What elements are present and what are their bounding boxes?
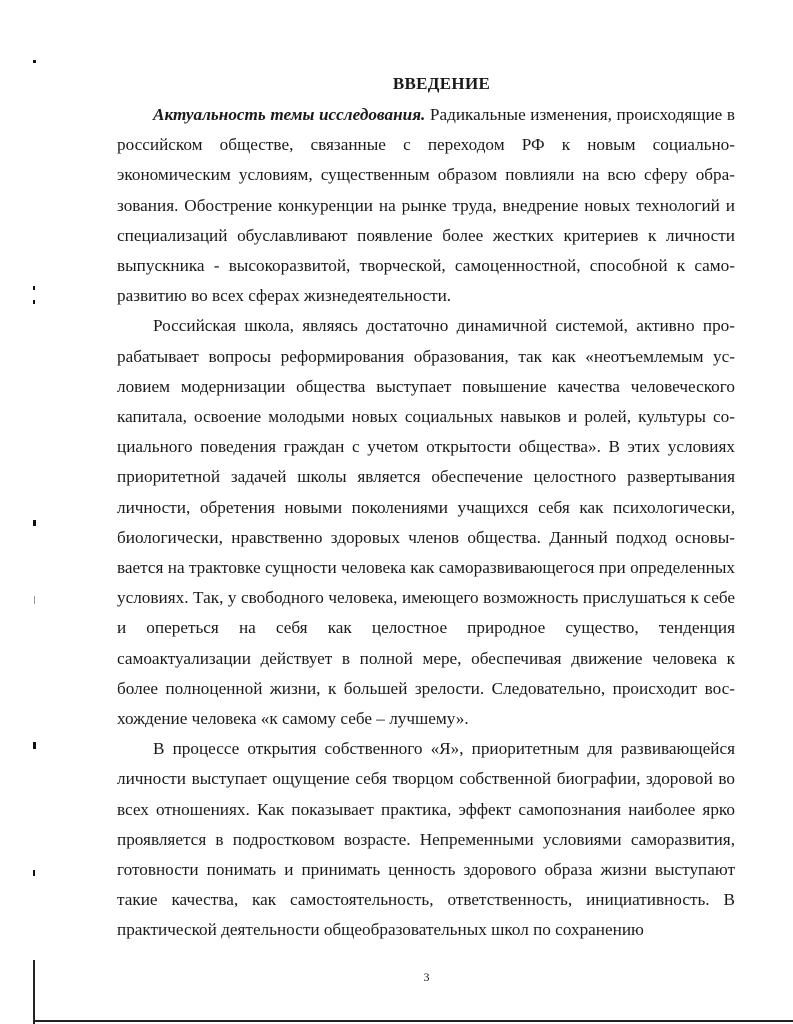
paragraph-self-discovery bbox=[117, 734, 735, 945]
section-heading: ВВЕДЕНИЕ bbox=[392, 74, 491, 93]
paragraph-text: Радикальные изменения, происходящие в российском обществе, связанные с переходом РФ к новым социально-экономическим условиям, существенным образом повлияли на всю сферу образования. Обострение конкуренции на рынке труда, внедрение новых технологий и специализаций обуславливают появление более жестких критериев к личности выпускника - высокоразвитой, творческой, самоценностной, способной к саморазвитию во всех сферах жизнедеятельности. bbox=[117, 105, 735, 306]
scan-edge-bottom bbox=[33, 1020, 793, 1022]
paragraph-text: В процессе открытия собственного «Я», приоритетным для развивающейся личности выступает ощущение себя творцом собственной биографии, здоровой во всех отношениях. Как показывает практика, эффект самопознания наиболее ярко проявляется в подростковом возрасте. Непременными условиями саморазвития, готовности понимать и принимать ценность здорового образа жизни выступают такие качества, как самостоятельность, ответственность, инициативность. В практической деятельности общеобразовательных школ по сохранению bbox=[117, 739, 735, 940]
scan-speck bbox=[33, 870, 35, 876]
scan-speck bbox=[34, 596, 35, 604]
scan-speck bbox=[33, 60, 36, 63]
paragraph-relevance bbox=[117, 100, 735, 311]
body-text bbox=[117, 100, 735, 946]
scan-speck bbox=[33, 286, 35, 290]
page-number: 3 bbox=[423, 970, 430, 984]
paragraph-text: Российская школа, являясь достаточно динамичной системой, активно прорабатывает вопросы реформирования образования, так как «неотъемлемым условием модернизации общества выступает повышение качества человеческого капитала, освоение молодыми новых социальных навыков и ролей, культуры социального поведения граждан с учетом открытости общества». В этих условиях приоритетной задачей школы является обеспечение целостного развертывания личности, обретения новыми поколениями учащихся себя как психологически, биологически, нравственно здоровых членов общества. Данный подход основывается на трактовке сущности человека как саморазвивающегося при определенных условиях. Так, у свободного человека, имеющего возможность прислушаться к себе и опереться на себя как целостное природное существо, тенденция самоактуализации действует в полной мере, обеспечивая движение человека к более полноценной жизни, к большей зрелости. Следовательно, происходит восхождение человека «к самому себе – лучшему». bbox=[117, 316, 735, 729]
paragraph-school bbox=[117, 311, 735, 734]
scan-speck bbox=[33, 742, 36, 749]
paragraph-lead: Актуальность темы исследования. bbox=[153, 105, 426, 124]
scan-speck bbox=[33, 300, 35, 304]
scan-speck bbox=[33, 520, 36, 526]
